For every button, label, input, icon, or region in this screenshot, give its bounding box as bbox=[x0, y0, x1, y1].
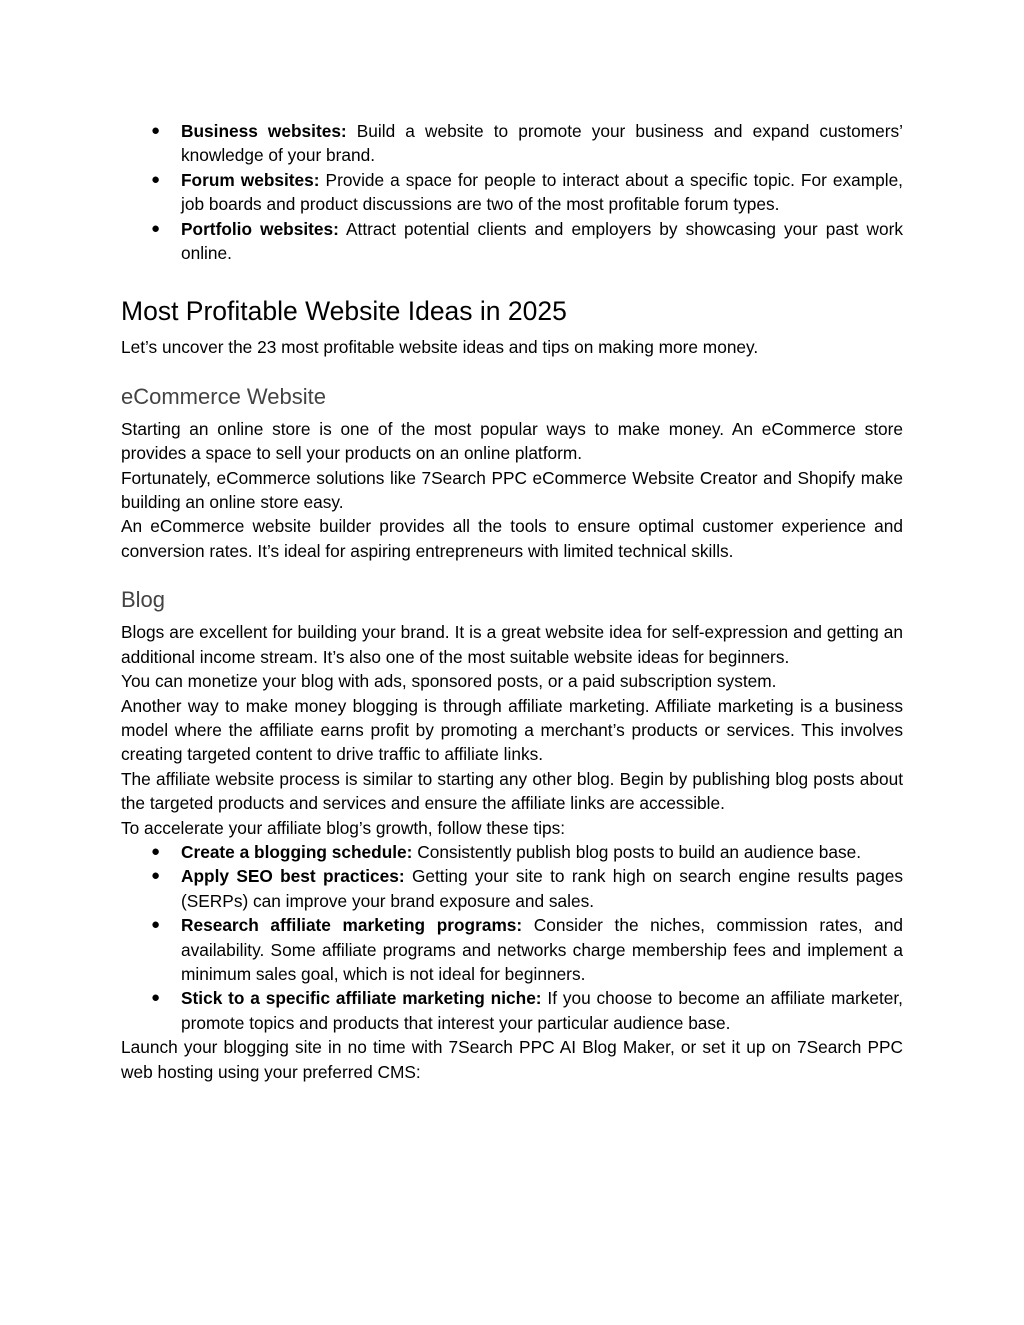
list-item-text: Consider the niches, commission rates, and availability. Some affiliate programs and networks charge membership fees and implement a minimum sales goal, which is not ideal for beginners. bbox=[181, 915, 903, 984]
blog-paragraph: Blogs are excellent for building your brand. It is a great website idea for self-expression and getting an additional income stream. It’s also one of the most suitable website ideas for beginners. bbox=[121, 622, 903, 667]
ecommerce-paragraph: Starting an online store is one of the most popular ways to make money. An eCommerce store provides a space to sell your products on an online platform. bbox=[121, 418, 903, 464]
list-item-term: Apply SEO best practices: bbox=[181, 866, 405, 887]
list-item bbox=[121, 913, 903, 986]
ecommerce-paragraph: An eCommerce website builder provides all the tools to ensure optimal customer experience and conversion rates. It’s ideal for aspiring entrepreneurs with limited technical skills. bbox=[121, 516, 903, 561]
list-item-text: Consistently publish blog posts to build an audience base. bbox=[412, 841, 862, 862]
list-item-term: Stick to a specific affiliate marketing niche: bbox=[181, 988, 542, 1009]
website-types-list bbox=[121, 119, 903, 265]
intro-paragraph: Let’s uncover the 23 most profitable website ideas and tips on making more money. bbox=[121, 337, 759, 358]
blog-closing-paragraph: Launch your blogging site in no time with 7Search PPC AI Blog Maker, or set it up on 7Search PPC web hosting using your preferred CMS: bbox=[121, 1037, 903, 1082]
list-item bbox=[121, 168, 903, 217]
bullet-icon: ● bbox=[151, 219, 161, 237]
blog-paragraph: Another way to make money blogging is through affiliate marketing. Affiliate marketing is a business model where the affiliate earns profit by promoting a merchant’s products or services. This involves creating targeted content to drive traffic to affiliate links. bbox=[121, 695, 903, 765]
list-item bbox=[121, 986, 903, 1035]
bullet-icon: ● bbox=[151, 122, 161, 139]
ecommerce-paragraph: Fortunately, eCommerce solutions like 7Search PPC eCommerce Website Creator and Shopify make building an online store easy. bbox=[121, 467, 903, 513]
list-item-text: Provide a space for people to interact about a specific topic. For example, job boards and product discussions are two of the most profitable forum types. bbox=[181, 169, 903, 215]
document-page bbox=[121, 119, 903, 1084]
blog-paragraph: You can monetize your blog with ads, sponsored posts, or a paid subscription system. bbox=[121, 671, 777, 692]
list-item bbox=[121, 119, 903, 168]
list-item-term: Forum websites: bbox=[181, 169, 320, 190]
ecommerce-heading: eCommerce Website bbox=[121, 383, 326, 409]
section-title: Most Profitable Website Ideas in 2025 bbox=[121, 296, 567, 327]
list-item bbox=[121, 840, 903, 864]
list-item-text: Build a website to promote your business and expand customers’ knowledge of your brand. bbox=[181, 121, 903, 166]
list-item-term: Business websites: bbox=[181, 121, 347, 141]
blog-paragraph: To accelerate your affiliate blog’s growth, follow these tips: bbox=[121, 817, 566, 838]
list-item-term: Portfolio websites: bbox=[181, 218, 339, 239]
bullet-icon: ● bbox=[151, 867, 161, 885]
bullet-icon: ● bbox=[151, 170, 161, 188]
blog-paragraph: The affiliate website process is similar to starting any other blog. Begin by publishing blog posts about the targeted products and services and ensure the affiliate links are accessible. bbox=[121, 768, 903, 814]
list-item-term: Create a blogging schedule: bbox=[181, 841, 413, 862]
blog-tips-list bbox=[121, 840, 903, 1035]
bullet-icon: ● bbox=[151, 916, 161, 934]
bullet-icon: ● bbox=[151, 842, 161, 860]
list-item-text: If you choose to become an affiliate marketer, promote topics and products that interest your particular audience base. bbox=[181, 988, 903, 1033]
list-item-text: Getting your site to rank high on search engine results pages (SERPs) can improve your brand exposure and sales. bbox=[181, 866, 903, 911]
list-item-text: Attract potential clients and employers by showcasing your past work online. bbox=[181, 218, 903, 264]
list-item-term: Research affiliate marketing programs: bbox=[181, 915, 523, 936]
list-item bbox=[121, 864, 903, 913]
blog-heading: Blog bbox=[121, 587, 166, 613]
bullet-icon: ● bbox=[151, 989, 161, 1007]
list-item bbox=[121, 217, 903, 266]
